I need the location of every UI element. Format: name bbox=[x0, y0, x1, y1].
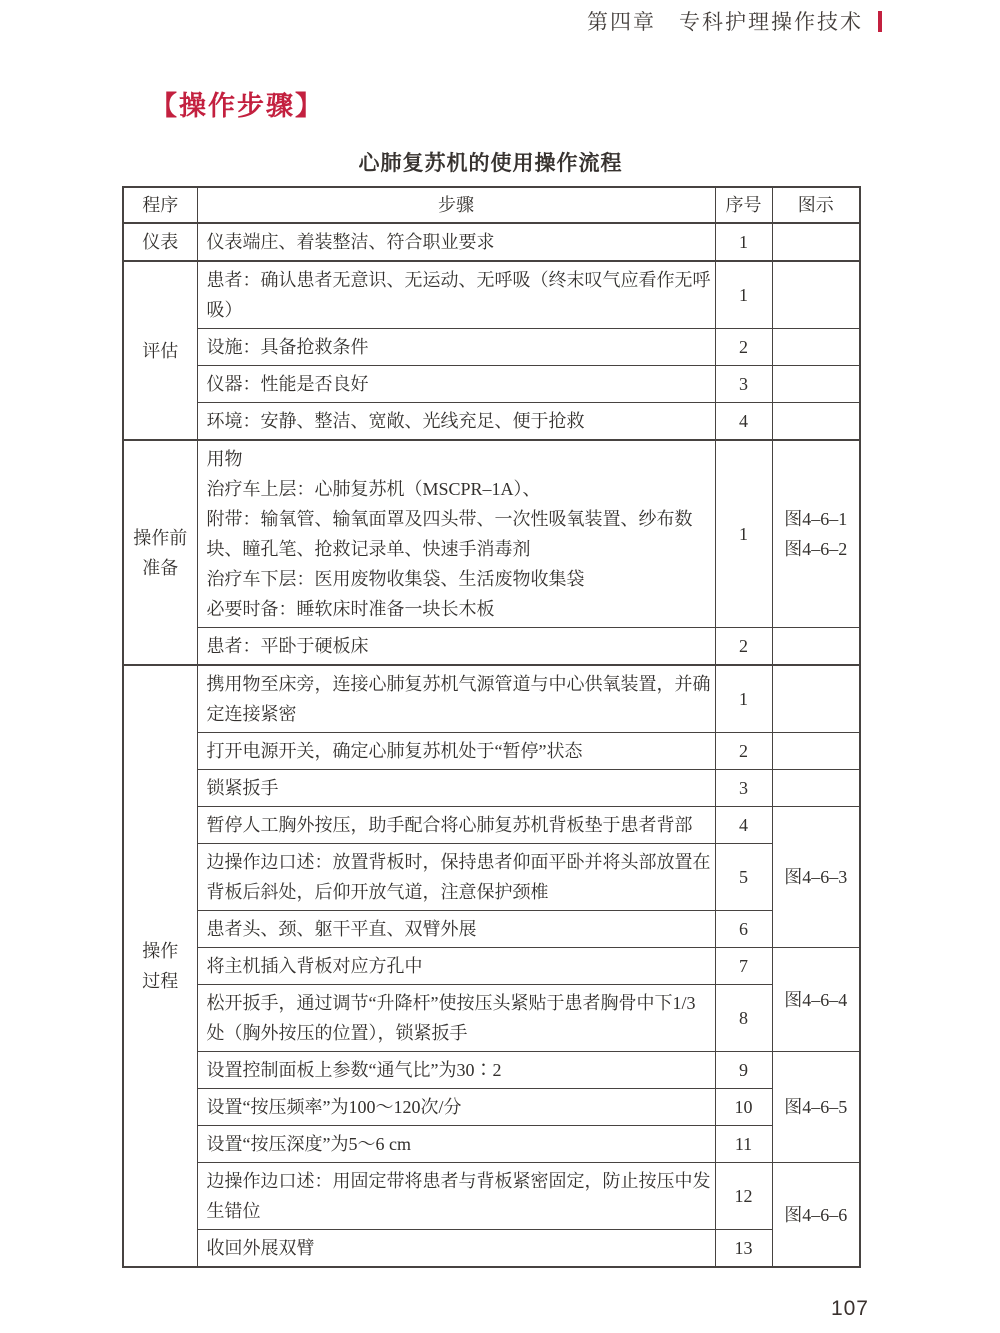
figure-cell bbox=[772, 329, 860, 366]
step-cell: 设置控制面板上参数“通气比”为30∶2 bbox=[197, 1052, 715, 1089]
step-number-cell: 4 bbox=[715, 403, 772, 441]
step-cell: 松开扳手，通过调节“升降杆”使按压头紧贴于患者胸骨中下1/3处（胸外按压的位置），锁紧扳手 bbox=[197, 985, 715, 1052]
figure-cell: 图4–6–1 图4–6–2 bbox=[772, 440, 860, 628]
figure-cell: 图4–6–4 bbox=[772, 948, 860, 1052]
figure-cell bbox=[772, 223, 860, 261]
column-header: 序号 bbox=[715, 187, 772, 223]
step-number-cell: 3 bbox=[715, 366, 772, 403]
table-row bbox=[123, 1052, 860, 1089]
table-row bbox=[123, 366, 860, 403]
table-header-row bbox=[123, 187, 860, 223]
step-cell: 锁紧扳手 bbox=[197, 770, 715, 807]
step-cell: 环境：安静、整洁、宽敞、光线充足、便于抢救 bbox=[197, 403, 715, 441]
table-row bbox=[123, 985, 860, 1052]
procedure-table bbox=[122, 186, 861, 1268]
step-cell: 将主机插入背板对应方孔中 bbox=[197, 948, 715, 985]
step-cell: 患者：平卧于硬板床 bbox=[197, 628, 715, 666]
step-number-cell: 2 bbox=[715, 329, 772, 366]
table-row bbox=[123, 261, 860, 329]
step-cell: 携用物至床旁，连接心肺复苏机气源管道与中心供氧装置，并确定连接紧密 bbox=[197, 665, 715, 733]
table-row bbox=[123, 1126, 860, 1163]
step-number-cell: 6 bbox=[715, 911, 772, 948]
table-row bbox=[123, 948, 860, 985]
table-row bbox=[123, 329, 860, 366]
step-number-cell: 4 bbox=[715, 807, 772, 844]
step-cell: 打开电源开关，确定心肺复苏机处于“暂停”状态 bbox=[197, 733, 715, 770]
table-row bbox=[123, 733, 860, 770]
step-cell: 仪器：性能是否良好 bbox=[197, 366, 715, 403]
figure-cell bbox=[772, 628, 860, 666]
step-number-cell: 10 bbox=[715, 1089, 772, 1126]
table-row bbox=[123, 665, 860, 733]
table-row bbox=[123, 844, 860, 911]
step-number-cell: 9 bbox=[715, 1052, 772, 1089]
table-title: 心肺复苏机的使用操作流程 bbox=[358, 152, 623, 175]
table-row bbox=[123, 1163, 860, 1230]
step-number-cell: 5 bbox=[715, 844, 772, 911]
table-row bbox=[123, 1089, 860, 1126]
step-number-cell: 1 bbox=[715, 223, 772, 261]
step-number-cell: 2 bbox=[715, 628, 772, 666]
step-number-cell: 3 bbox=[715, 770, 772, 807]
figure-cell: 图4–6–3 bbox=[772, 807, 860, 948]
procedure-cell: 评估 bbox=[123, 261, 197, 440]
step-number-cell: 8 bbox=[715, 985, 772, 1052]
figure-cell bbox=[772, 733, 860, 770]
step-number-cell: 13 bbox=[715, 1230, 772, 1268]
step-number-cell: 1 bbox=[715, 440, 772, 628]
step-cell: 设置“按压深度”为5～6 cm bbox=[197, 1126, 715, 1163]
procedure-cell: 操作 过程 bbox=[123, 665, 197, 1267]
table-row bbox=[123, 770, 860, 807]
figure-cell bbox=[772, 403, 860, 441]
step-cell: 患者：确认患者无意识、无运动、无呼吸（终末叹气应看作无呼吸） bbox=[197, 261, 715, 329]
procedure-cell: 仪表 bbox=[123, 223, 197, 261]
figure-cell: 图4–6–6 bbox=[772, 1163, 860, 1268]
table-row bbox=[123, 628, 860, 666]
step-number-cell: 1 bbox=[715, 261, 772, 329]
step-number-cell: 7 bbox=[715, 948, 772, 985]
step-cell: 用物 治疗车上层：心肺复苏机（MSCPR–1A）、 附带：输氧管、输氧面罩及四头带、一次性吸氧装置、纱布数块、瞳孔笔、抢救记录单、快速手消毒剂 治疗车下层：医用废物收集袋、生活废物收集袋 必要时备：睡软床时准备一块长木板 bbox=[197, 440, 715, 628]
chapter-title: 第四章 专科护理操作技术 bbox=[587, 11, 863, 34]
step-number-cell: 1 bbox=[715, 665, 772, 733]
page-number: 107 bbox=[830, 1297, 869, 1320]
step-cell: 边操作边口述：用固定带将患者与背板紧密固定，防止按压中发生错位 bbox=[197, 1163, 715, 1230]
figure-cell bbox=[772, 261, 860, 329]
table-row bbox=[123, 440, 860, 628]
figure-cell bbox=[772, 366, 860, 403]
step-cell: 患者头、颈、躯干平直、双臂外展 bbox=[197, 911, 715, 948]
figure-cell bbox=[772, 665, 860, 733]
page-header bbox=[0, 6, 882, 36]
step-cell: 暂停人工胸外按压，助手配合将心肺复苏机背板垫于患者背部 bbox=[197, 807, 715, 844]
table-row bbox=[123, 1230, 860, 1268]
chapter-accent-bar-icon bbox=[878, 11, 882, 32]
step-number-cell: 2 bbox=[715, 733, 772, 770]
step-cell: 设施：具备抢救条件 bbox=[197, 329, 715, 366]
table-row bbox=[123, 403, 860, 441]
column-header: 步骤 bbox=[197, 187, 715, 223]
section-heading: 【操作步骤】 bbox=[150, 91, 324, 121]
figure-cell bbox=[772, 770, 860, 807]
figure-cell: 图4–6–5 bbox=[772, 1052, 860, 1163]
procedure-cell: 操作前 准备 bbox=[123, 440, 197, 665]
step-cell: 边操作边口述：放置背板时，保持患者仰面平卧并将头部放置在背板后斜处，后仰开放气道，注意保护颈椎 bbox=[197, 844, 715, 911]
step-cell: 收回外展双臂 bbox=[197, 1230, 715, 1268]
column-header: 程序 bbox=[123, 187, 197, 223]
table-row bbox=[123, 807, 860, 844]
step-number-cell: 11 bbox=[715, 1126, 772, 1163]
step-cell: 设置“按压频率”为100～120次/分 bbox=[197, 1089, 715, 1126]
table-row bbox=[123, 223, 860, 261]
table-row bbox=[123, 911, 860, 948]
step-number-cell: 12 bbox=[715, 1163, 772, 1230]
column-header: 图示 bbox=[772, 187, 860, 223]
step-cell: 仪表端庄、着装整洁、符合职业要求 bbox=[197, 223, 715, 261]
